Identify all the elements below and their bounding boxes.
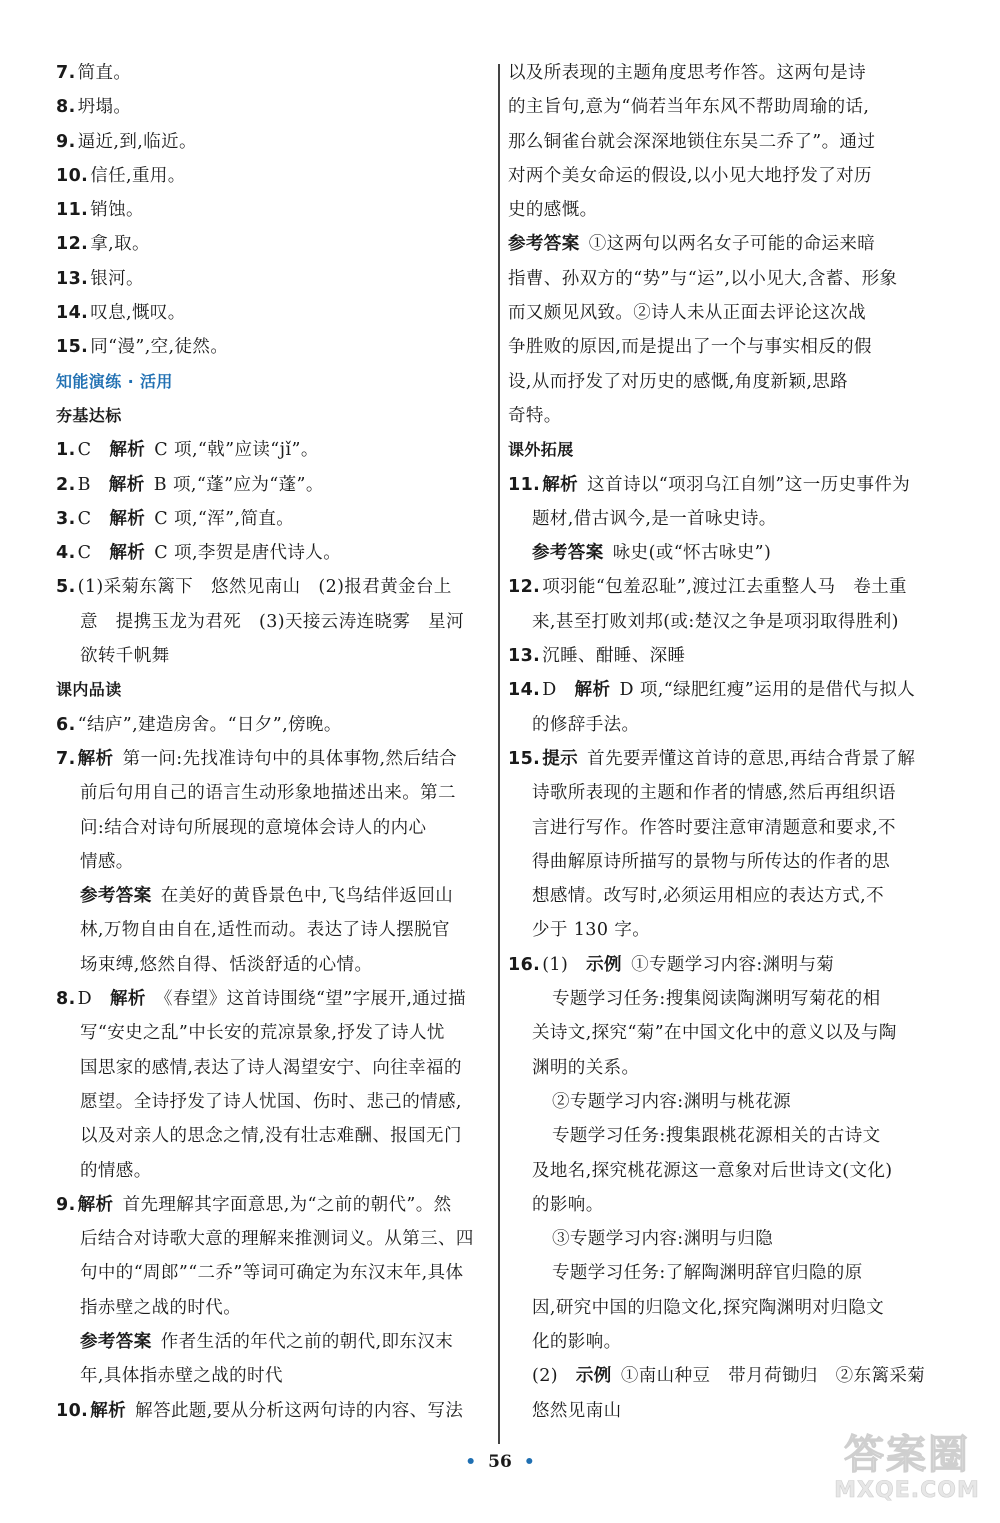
subsection-heading: 课内品读	[56, 680, 122, 700]
right-line	[508, 1256, 936, 1290]
question-number: 11.	[508, 474, 541, 495]
left-line	[56, 468, 488, 502]
line-text: B	[77, 474, 91, 495]
left-line	[56, 262, 488, 296]
line-text: 的主旨句,意为“倘若当年东风不帮助周瑜的话,	[508, 97, 870, 118]
left-line	[56, 811, 488, 845]
line-text: 咏史(或“怀古咏史”)	[612, 543, 772, 564]
line-text: D	[77, 989, 93, 1010]
line-text: 叹息,慨叹。	[90, 303, 186, 324]
question-number: 2.	[56, 474, 76, 495]
line-text: 那么铜雀台就会深深地锁住东吴二乔了”。通过	[508, 131, 876, 152]
line-text: 拿,取。	[90, 234, 150, 255]
line-text: 的情感。	[80, 1160, 152, 1181]
line-text: 国思家的感情,表达了诗人渴望安宁、向往幸福的	[80, 1057, 462, 1078]
line-text: ①南山种豆 带月荷锄归 ②东篱采菊	[620, 1366, 926, 1387]
right-line	[508, 673, 936, 707]
answer-label: 解析	[109, 508, 146, 529]
line-text: 少于 130 字。	[532, 920, 651, 941]
left-line	[56, 1085, 488, 1119]
right-line	[508, 296, 936, 330]
answer-label: 解析	[542, 474, 579, 495]
right-line	[508, 811, 936, 845]
line-text: 关诗文,探究“菊”在中国文化中的意义以及与陶	[532, 1023, 897, 1044]
line-text: 第一问:先找准诗句中的具体事物,然后结合	[122, 748, 458, 769]
line-text: C	[77, 508, 92, 529]
left-line	[56, 673, 488, 707]
left-line	[56, 639, 488, 673]
left-line	[56, 227, 488, 261]
question-number: 1.	[56, 440, 76, 461]
line-text: 渊明的关系。	[532, 1057, 640, 1078]
left-line	[56, 1188, 488, 1222]
left-line	[56, 1016, 488, 1050]
left-line	[56, 605, 488, 639]
answer-label: 示例	[586, 954, 622, 975]
question-number: 8.	[56, 97, 76, 118]
right-line	[508, 1359, 936, 1393]
left-line	[56, 1119, 488, 1153]
right-line	[508, 776, 936, 810]
left-line	[56, 982, 488, 1016]
question-number: 6.	[56, 714, 76, 735]
line-text: 坍塌。	[77, 97, 132, 118]
left-line	[56, 948, 488, 982]
line-text: 销蚀。	[90, 200, 144, 221]
line-text: 解答此题,要从分析这两句诗的内容、写法	[135, 1400, 464, 1421]
line-text: 简直。	[77, 63, 132, 83]
answer-label: 解析	[109, 543, 146, 564]
line-text: 逼近,到,临近。	[77, 131, 197, 152]
right-line	[508, 1016, 936, 1050]
question-number: 9.	[56, 131, 76, 152]
line-text: 因,研究中国的归隐文化,探究陶渊明对归隐文	[532, 1297, 885, 1318]
right-line	[508, 708, 936, 742]
line-text: 专题学习任务:搜集跟桃花源相关的古诗文	[552, 1126, 881, 1147]
line-text: 奇特。	[508, 405, 562, 426]
left-line	[56, 365, 488, 399]
right-line	[508, 399, 936, 433]
left-line	[56, 536, 488, 570]
question-number: 13.	[56, 268, 89, 289]
subsection-heading: 课外拓展	[508, 440, 574, 460]
line-text: 争胜败的原因,而是提出了一个与事实相反的假	[508, 337, 872, 358]
question-number: 14.	[508, 680, 541, 701]
question-number: 11.	[56, 200, 89, 221]
right-line	[508, 502, 936, 536]
question-number: 8.	[56, 989, 76, 1010]
question-number: 7.	[56, 63, 76, 83]
question-number: 16.	[508, 954, 541, 975]
line-text: 专题学习任务:搜集阅读陶渊明写菊花的相	[552, 989, 881, 1010]
line-text: 同“漫”,空,徒然。	[90, 337, 229, 358]
watermark-logo	[828, 1433, 986, 1515]
right-line	[508, 90, 936, 124]
line-text: D	[542, 680, 557, 701]
right-line	[508, 948, 936, 982]
right-line	[508, 845, 936, 879]
right-line	[508, 913, 936, 947]
line-text: 年,具体指赤壁之战的时代	[80, 1366, 283, 1387]
line-text: 题材,借古讽今,是一首咏史诗。	[532, 508, 777, 529]
right-line	[508, 742, 936, 776]
answer-label: 提示	[542, 748, 579, 769]
left-line	[56, 708, 488, 742]
right-line	[508, 639, 936, 673]
line-text: 问:结合对诗句所展现的意境体会诗人的内心	[80, 817, 427, 838]
line-text: 想感情。改写时,必须运用相应的表达方式,不	[532, 886, 885, 907]
line-text: “结庐”,建造房舍。“日夕”,傍晚。	[77, 714, 342, 735]
question-number: 3.	[56, 508, 76, 529]
question-number: 9.	[56, 1194, 76, 1215]
line-text: 而又颇见风致。②诗人未从正面去评论这次战	[508, 303, 866, 324]
right-line	[508, 605, 936, 639]
left-line	[56, 1394, 488, 1428]
line-text: 化的影响。	[532, 1331, 622, 1352]
line-text: 作者生活的年代之前的朝代,即东汉末	[160, 1331, 454, 1352]
subsection-heading: 夯基达标	[56, 405, 122, 425]
line-text: 史的感慨。	[508, 200, 598, 221]
right-line	[508, 193, 936, 227]
line-text: 以及所表现的主题角度思考作答。这两句是诗	[508, 63, 866, 83]
watermark-title: 答案圈	[844, 1432, 970, 1478]
left-line	[56, 1222, 488, 1256]
question-number: 5.	[56, 577, 76, 598]
right-line	[508, 1188, 936, 1222]
right-line	[508, 159, 936, 193]
line-text: C	[77, 543, 92, 564]
line-text: 及地名,探究桃花源这一意象对后世诗文(文化)	[532, 1160, 893, 1181]
right-line	[508, 1085, 936, 1119]
right-line	[508, 262, 936, 296]
right-line	[508, 1222, 936, 1256]
answer-label: 解析	[574, 680, 611, 701]
line-text: 银河。	[90, 268, 144, 289]
line-text: 在美好的黄昏景色中,飞鸟结伴返回山	[160, 886, 454, 907]
line-text: 后结合对诗歌大意的理解来推测词义。从第三、四	[80, 1229, 474, 1250]
left-line	[56, 296, 488, 330]
line-text: 指曹、孙双方的“势”与“运”,以小见大,含蓄、形象	[508, 268, 898, 289]
left-line	[56, 330, 488, 364]
line-text: (1)采菊东篱下 悠然见南山 (2)报君黄金台上	[77, 577, 452, 598]
left-line	[56, 193, 488, 227]
right-line	[508, 1394, 936, 1428]
line-text: 言进行写作。作答时要注意审清题意和要求,不	[532, 817, 896, 838]
line-text: 写“安史之乱”中长安的荒凉景象,抒发了诗人忧	[80, 1023, 445, 1044]
line-text: D 项,“绿肥红瘦”运用的是借代与拟人	[619, 680, 916, 701]
column-divider	[498, 64, 500, 1444]
question-number: 12.	[56, 234, 89, 255]
line-text: C 项,李贺是唐代诗人。	[154, 543, 342, 564]
left-line	[56, 1051, 488, 1085]
page-dot-left: •	[465, 1452, 477, 1472]
question-number: 10.	[56, 165, 89, 186]
question-number: 15.	[56, 337, 89, 358]
left-line	[56, 159, 488, 193]
right-line	[508, 365, 936, 399]
line-text: ①这两句以两名女子可能的命运来暗	[588, 234, 876, 255]
question-number: 14.	[56, 303, 89, 324]
line-text: 首先要弄懂这首诗的意思,再结合背景了解	[587, 748, 916, 769]
question-number: 7.	[56, 748, 76, 769]
right-line	[508, 227, 936, 261]
left-line	[56, 1359, 488, 1393]
line-text: C	[77, 440, 92, 461]
left-line	[56, 1291, 488, 1325]
answer-label: 参考答案	[80, 1331, 152, 1352]
left-line	[56, 1154, 488, 1188]
left-line	[56, 845, 488, 879]
right-line	[508, 1154, 936, 1188]
left-line	[56, 776, 488, 810]
line-text: 首先理解其字面意思,为“之前的朝代”。然	[122, 1194, 452, 1215]
section-heading: 知能演练 · 活用	[56, 371, 173, 391]
line-text: 得曲解原诗所描写的景物与所传达的作者的思	[532, 851, 890, 872]
answer-label: 解析	[77, 1194, 114, 1215]
line-text: 意 提携玉龙为君死 (3)天接云涛连晓雾 星河	[80, 611, 464, 632]
line-text: 的影响。	[532, 1194, 604, 1215]
left-column	[56, 56, 488, 1428]
answer-label: 解析	[109, 440, 146, 461]
left-line	[56, 742, 488, 776]
right-line	[508, 536, 936, 570]
line-text: 的修辞手法。	[532, 714, 640, 735]
question-number: 15.	[508, 748, 541, 769]
left-line	[56, 879, 488, 913]
line-text: 信任,重用。	[90, 165, 186, 186]
left-line	[56, 90, 488, 124]
question-number: 4.	[56, 543, 76, 564]
left-line	[56, 1325, 488, 1359]
line-text: C 项,“浑”,简直。	[154, 508, 295, 529]
right-line	[508, 570, 936, 604]
line-text: (1)	[542, 954, 569, 975]
line-text: ②专题学习内容:渊明与桃花源	[552, 1091, 791, 1112]
page-dot-right: •	[523, 1452, 535, 1472]
right-line	[508, 982, 936, 1016]
answer-label: 解析	[109, 989, 146, 1010]
line-text: B 项,“蓬”应为“蓬”。	[153, 474, 324, 495]
line-text: (2)	[532, 1366, 558, 1387]
line-text: 林,万物自由自在,适性而动。表达了诗人摆脱官	[80, 920, 450, 941]
line-text: 场束缚,悠然自得、恬淡舒适的心情。	[80, 954, 373, 975]
left-line	[56, 56, 488, 90]
answer-label: 参考答案	[532, 543, 604, 564]
line-text: 对两个美女命运的假设,以小见大地抒发了对历	[508, 165, 872, 186]
right-line	[508, 1291, 936, 1325]
right-line	[508, 468, 936, 502]
line-text: 情感。	[80, 851, 134, 872]
line-text: 指赤壁之战的时代。	[80, 1297, 242, 1318]
left-line	[56, 502, 488, 536]
line-text: 以及对亲人的思念之情,没有壮志难酬、报国无门	[80, 1126, 462, 1147]
line-text: 这首诗以“项羽乌江自刎”这一历史事件为	[587, 474, 911, 495]
line-text: C 项,“戟”应读“jǐ”。	[154, 440, 319, 461]
question-number: 10.	[56, 1400, 89, 1421]
line-text: ③专题学习内容:渊明与归隐	[552, 1229, 774, 1250]
line-text: 沉睡、酣睡、深睡	[542, 646, 686, 667]
right-line	[508, 330, 936, 364]
right-line	[508, 1119, 936, 1153]
answer-label: 解析	[108, 474, 145, 495]
right-line	[508, 56, 936, 90]
right-column	[508, 56, 936, 1428]
line-text: 悠然见南山	[532, 1400, 622, 1421]
left-line	[56, 125, 488, 159]
line-text: 诗歌所表现的主题和作者的情感,然后再组织语	[532, 783, 896, 804]
left-line	[56, 433, 488, 467]
right-line	[508, 879, 936, 913]
left-line	[56, 913, 488, 947]
left-line	[56, 570, 488, 604]
question-number: 12.	[508, 577, 541, 598]
line-text: ①专题学习内容:渊明与菊	[631, 954, 835, 975]
line-text: 项羽能“包羞忍耻”,渡过江去重整人马 卷土重	[542, 577, 907, 598]
line-text: 设,从而抒发了对历史的感慨,角度新颖,思路	[508, 371, 849, 392]
answer-label: 参考答案	[508, 234, 580, 255]
line-text: 愿望。全诗抒发了诗人忧国、伤时、悲己的情感,	[80, 1091, 462, 1112]
right-line	[508, 433, 936, 467]
answer-label: 解析	[77, 748, 114, 769]
line-text: 欲转千帆舞	[80, 646, 170, 667]
left-line	[56, 1256, 488, 1290]
right-line	[508, 1325, 936, 1359]
right-line	[508, 125, 936, 159]
right-line	[508, 1051, 936, 1085]
left-line	[56, 399, 488, 433]
line-text: 《春望》这首诗围绕“望”字展开,通过描	[154, 989, 466, 1010]
line-text: 句中的“周郎”“二乔”等词可确定为东汉末年,具体	[80, 1263, 464, 1284]
answer-label: 参考答案	[80, 886, 152, 907]
answer-label: 解析	[90, 1400, 127, 1421]
line-text: 来,甚至打败刘邦(或:楚汉之争是项羽取得胜利)	[532, 611, 899, 632]
question-number: 13.	[508, 646, 541, 667]
watermark-url: MXQE.COM	[834, 1478, 980, 1503]
line-text: 前后句用自己的语言生动形象地描述出来。第二	[80, 783, 456, 804]
page-number-value: 56	[488, 1452, 512, 1472]
line-text: 专题学习任务:了解陶渊明辞官归隐的原	[552, 1263, 863, 1284]
answer-label: 示例	[575, 1366, 612, 1387]
